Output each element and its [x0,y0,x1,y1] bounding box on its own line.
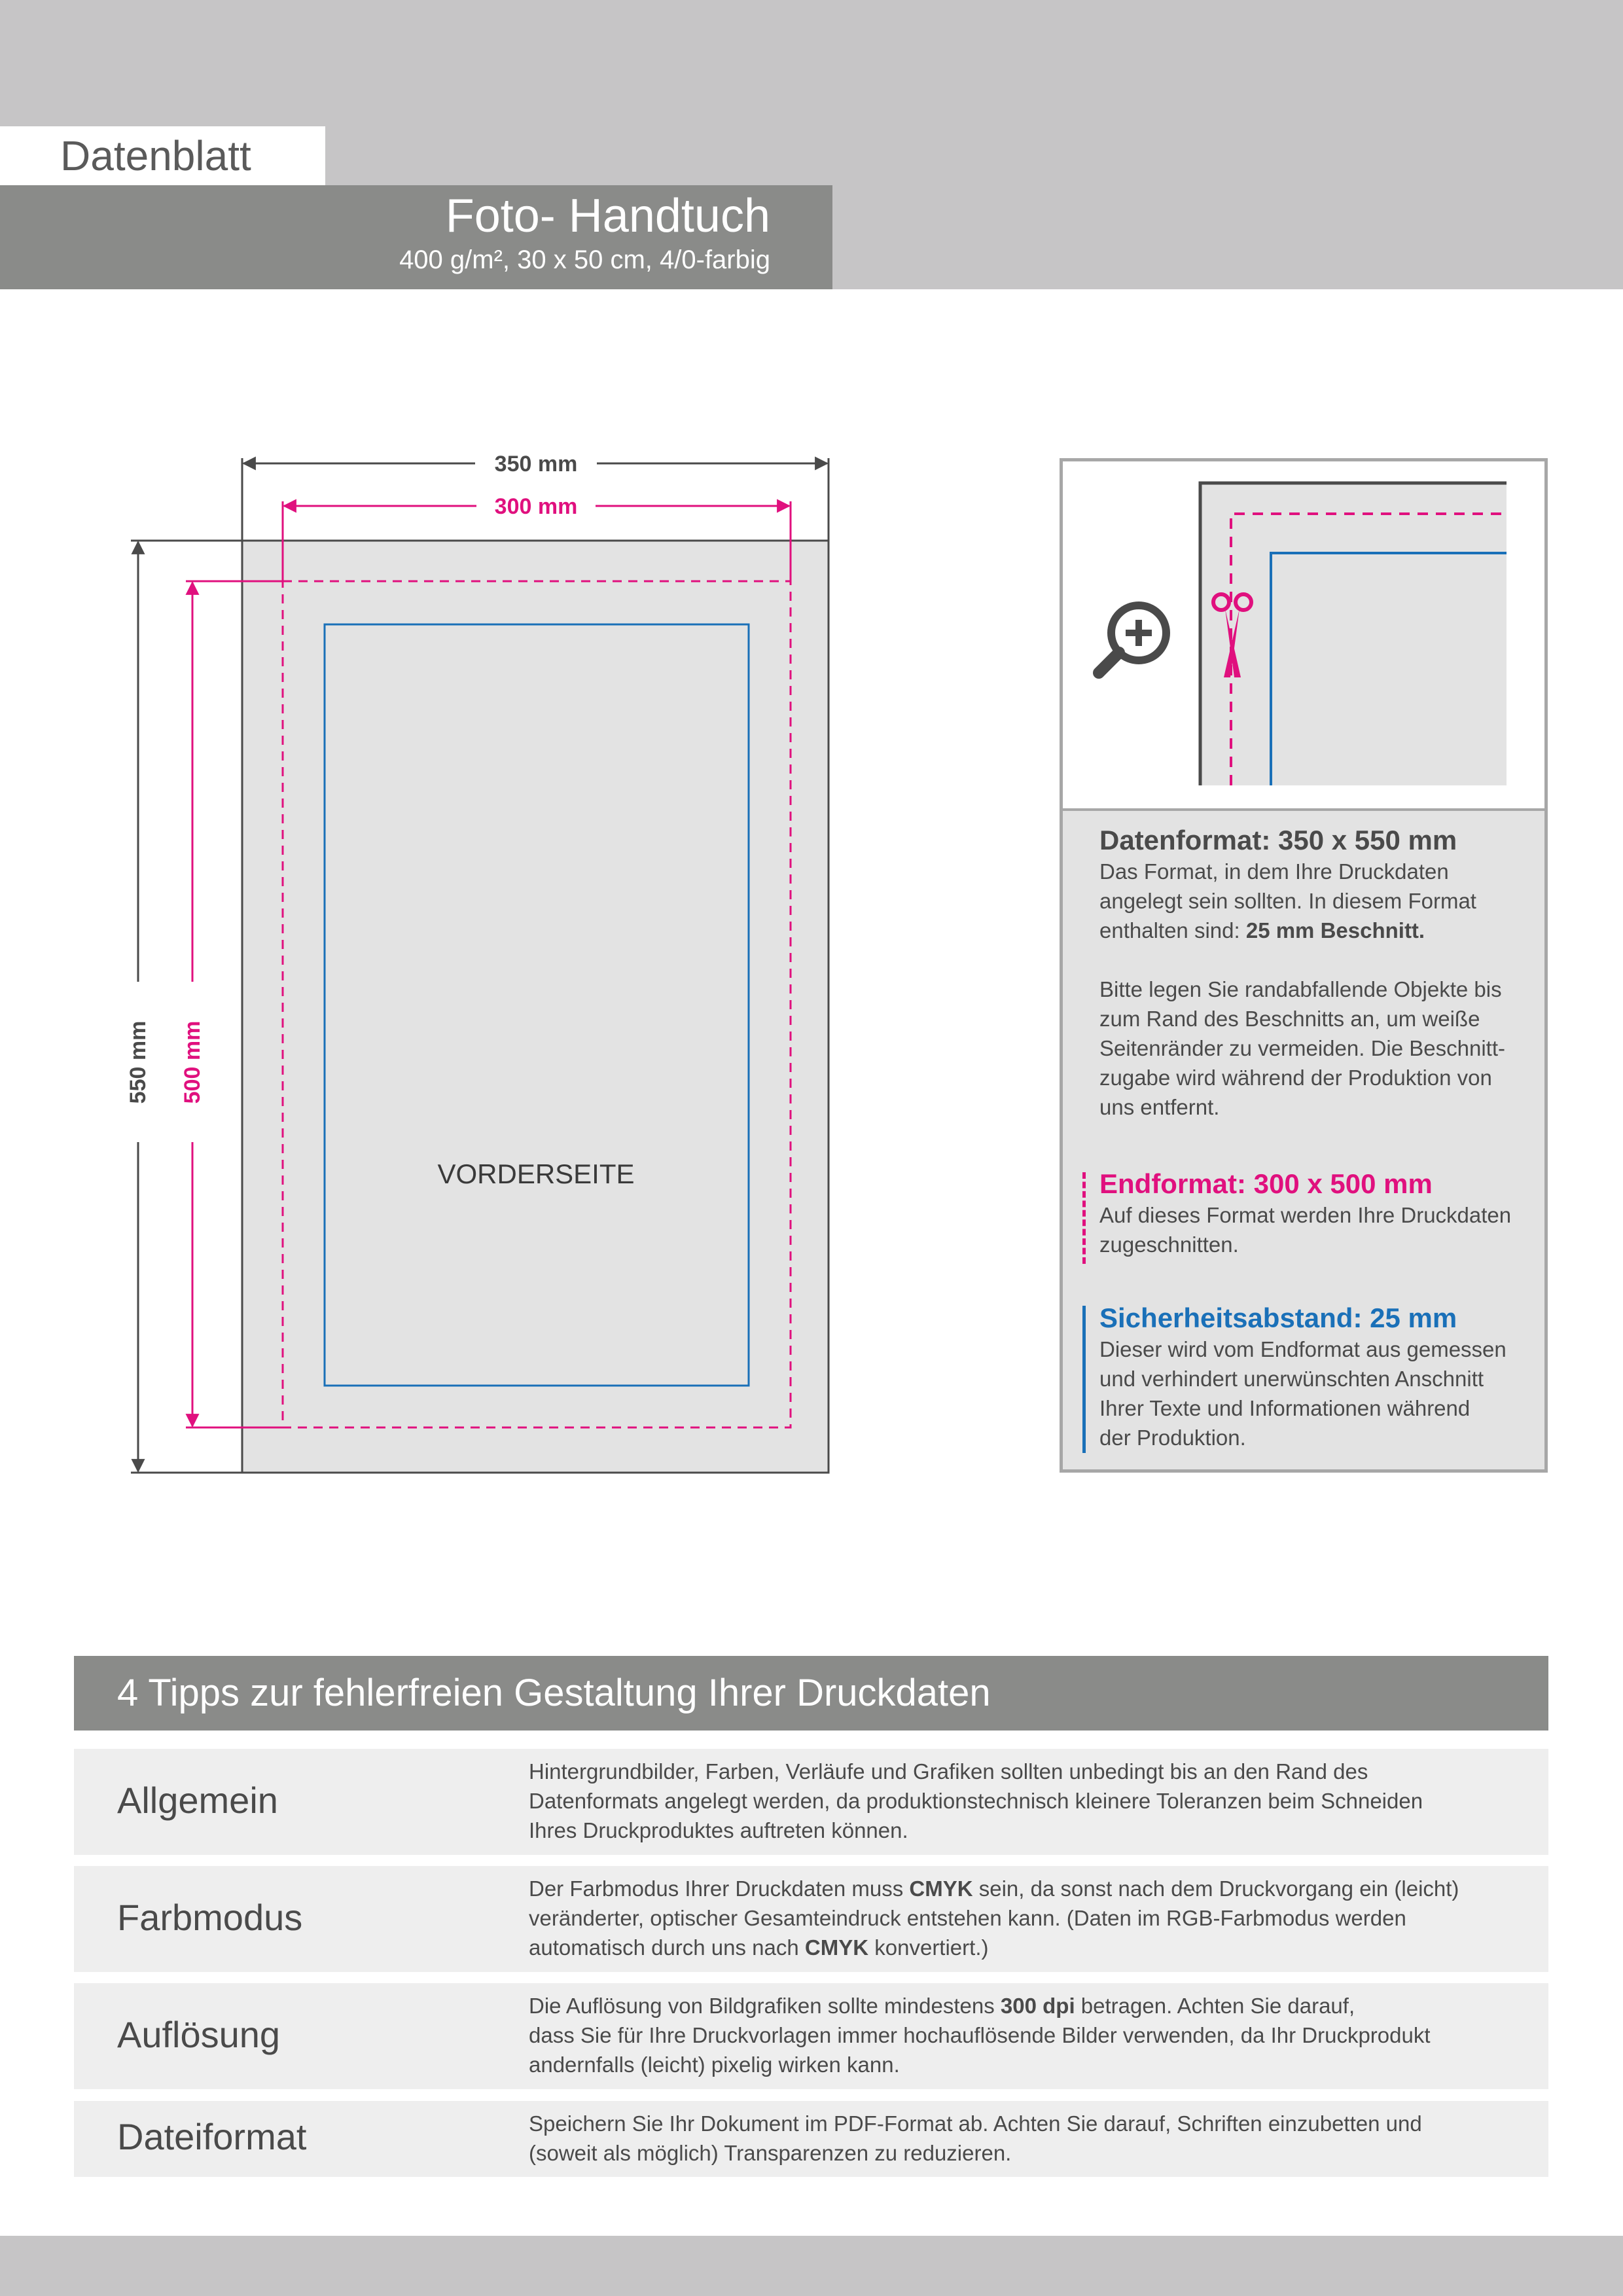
datenformat-text: Seitenränder zu vermeiden. Die Beschnitt- [1099,1036,1505,1060]
doc-type-label: Datenblatt [0,126,325,185]
product-specs: 400 g/m², 30 x 50 cm, 4/0-farbig [399,245,770,274]
sicherheit-text: Ihrer Texte und Informationen während [1099,1396,1471,1420]
datenformat-text: zum Rand des Beschnitts an, um weiße [1099,1007,1480,1031]
datenformat-text: Bitte legen Sie randabfallende Objekte bis [1099,977,1502,1001]
tip-text: Speichern Sie Ihr Dokument im PDF-Format ab. Achten Sie darauf, Schriften einzubetten und (soweit als möglich) Transparenzen zu reduzieren. [529,2111,1422,2165]
width-inner-label: 300 mm [494,494,578,519]
datenformat-heading: Datenformat: 350 x 550 mm [1099,825,1457,855]
info-text-area [1063,808,1544,1469]
datenformat-text: uns entfernt. [1099,1095,1220,1119]
data-format-rect [242,541,829,1473]
format-diagram [0,0,851,1505]
endformat-block [1099,1168,1531,1259]
tip-text: Die Auflösung von Bildgrafiken sollte mindestens 300 dpi betragen. Achten Sie darauf, dass Sie für Ihre Druckvorlagen immer hochauflösende Bilder verwenden, da Ihr Druckprodukt andernfalls (leicht) pixelig wirken kann. [529,1994,1431,2077]
tip-label: Allgemein [117,1780,278,1821]
zoom-detail-graphic [1063,461,1544,808]
tip-row-farbmodus [74,1866,1548,1972]
height-outer-label: 550 mm [126,1020,151,1104]
endformat-heading: Endformat: 300 x 500 mm [1099,1168,1433,1199]
sicherheit-marker [1082,1306,1086,1453]
endformat-marker [1082,1172,1086,1264]
tip-text: Hintergrundbilder, Farben, Verläufe und Grafiken sollten unbedingt bis an den Rand des Datenformats angelegt werden, da produktionstechnisch kleinere Toleranzen beim Schneiden Ihres Druckproduktes auftreten können. [529,1759,1423,1842]
datenformat-text: zugabe wird während der Produktion von [1099,1066,1492,1090]
width-outer-label: 350 mm [494,452,578,476]
tips-title: 4 Tipps zur fehlerfreien Gestaltung Ihrer Druckdaten [74,1656,1548,1731]
sicherheit-heading: Sicherheitsabstand: 25 mm [1099,1302,1457,1333]
datenformat-text: Das Format, in dem Ihre Druckdaten [1099,859,1449,884]
datenformat-block [1099,824,1531,1122]
tip-row-allgemein [74,1749,1548,1855]
zoom-detail [1063,461,1544,808]
zoom-in-icon [1099,605,1166,673]
tip-text: Der Farbmodus Ihrer Druckdaten muss CMYK sein, da sonst nach dem Druckvorgang ein (leicht) veränderter, optischer Gesamteindruck entstehen kann. (Daten im RGB-Farbmodus werden automatisch durch uns nach CMYK konvertiert.) [529,1876,1459,1960]
product-title: Foto- Handtuch [445,190,770,242]
footer-band [0,2236,1623,2296]
sicherheit-text: Dieser wird vom Endformat aus gemessen [1099,1337,1507,1361]
datenformat-text: angelegt sein sollten. In diesem Format [1099,889,1476,913]
tip-label: Dateiformat [117,2116,307,2157]
sicherheit-text: der Produktion. [1099,1426,1246,1450]
side-label: VORDERSEITE [437,1158,635,1189]
sicherheit-text: und verhindert unerwünschten Anschnitt [1099,1367,1484,1391]
tip-row-dateiformat [74,2101,1548,2177]
endformat-text: zugeschnitten. [1099,1232,1239,1257]
tip-label: Farbmodus [117,1897,303,1938]
tip-label: Auflösung [117,2014,281,2055]
tip-row-aufloesung [74,1983,1548,2089]
sicherheit-block [1099,1302,1531,1452]
endformat-text: Auf dieses Format werden Ihre Druckdaten [1099,1203,1512,1227]
info-panel [1060,458,1548,1473]
datenformat-text: enthalten sind: 25 mm Beschnitt. [1099,918,1425,942]
height-inner-label: 500 mm [180,1020,205,1104]
